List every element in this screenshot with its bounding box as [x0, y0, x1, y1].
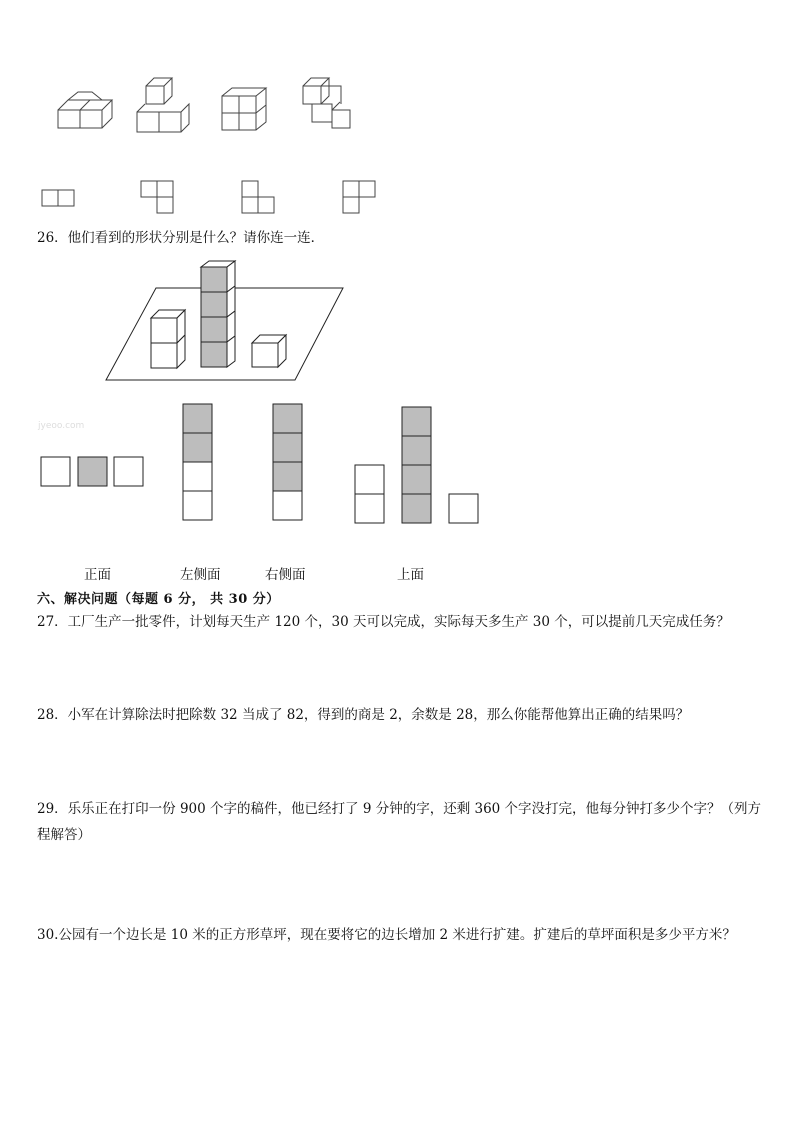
question-30: 30.公园有一个边长是 10 米的正方形草坪，现在要将它的边长增加 2 米进行扩建。扩建后的草坪面积是多少平方米？ — [37, 927, 736, 943]
question-27: 27．工厂生产一批零件，计划每天生产 120 个，30 天可以完成，实际每天多生产 30 个，可以提前几天完成任务？ — [37, 614, 730, 630]
question-26: 26．他们看到的形状分别是什么？请你连一连． — [37, 230, 325, 246]
label-right-side: 右侧面 — [265, 567, 306, 583]
question-29: 29．乐乐正在打印一份 900 个字的稿件，他已经打了 9 分钟的字，还剩 360 个字没打完，他每分钟打多少个字？（列方程解答） — [37, 801, 762, 843]
view-options — [0, 0, 794, 540]
view-option-row — [41, 457, 143, 486]
view-option-combined — [355, 407, 478, 523]
view-option-column-1 — [183, 404, 212, 520]
section-6-title: 六、解决问题（每题 6 分， 共 30 分） — [37, 592, 280, 607]
question-28: 28．小军在计算除法时把除数 32 当成了 82，得到的商是 2，余数是 28，那么你能帮他算出正确的结果吗？ — [37, 707, 690, 723]
watermark: jyeoo.com — [38, 421, 85, 431]
label-front: 正面 — [84, 567, 111, 583]
label-top: 上面 — [397, 567, 424, 583]
label-left-side: 左侧面 — [180, 567, 221, 583]
view-option-column-2 — [273, 404, 302, 520]
